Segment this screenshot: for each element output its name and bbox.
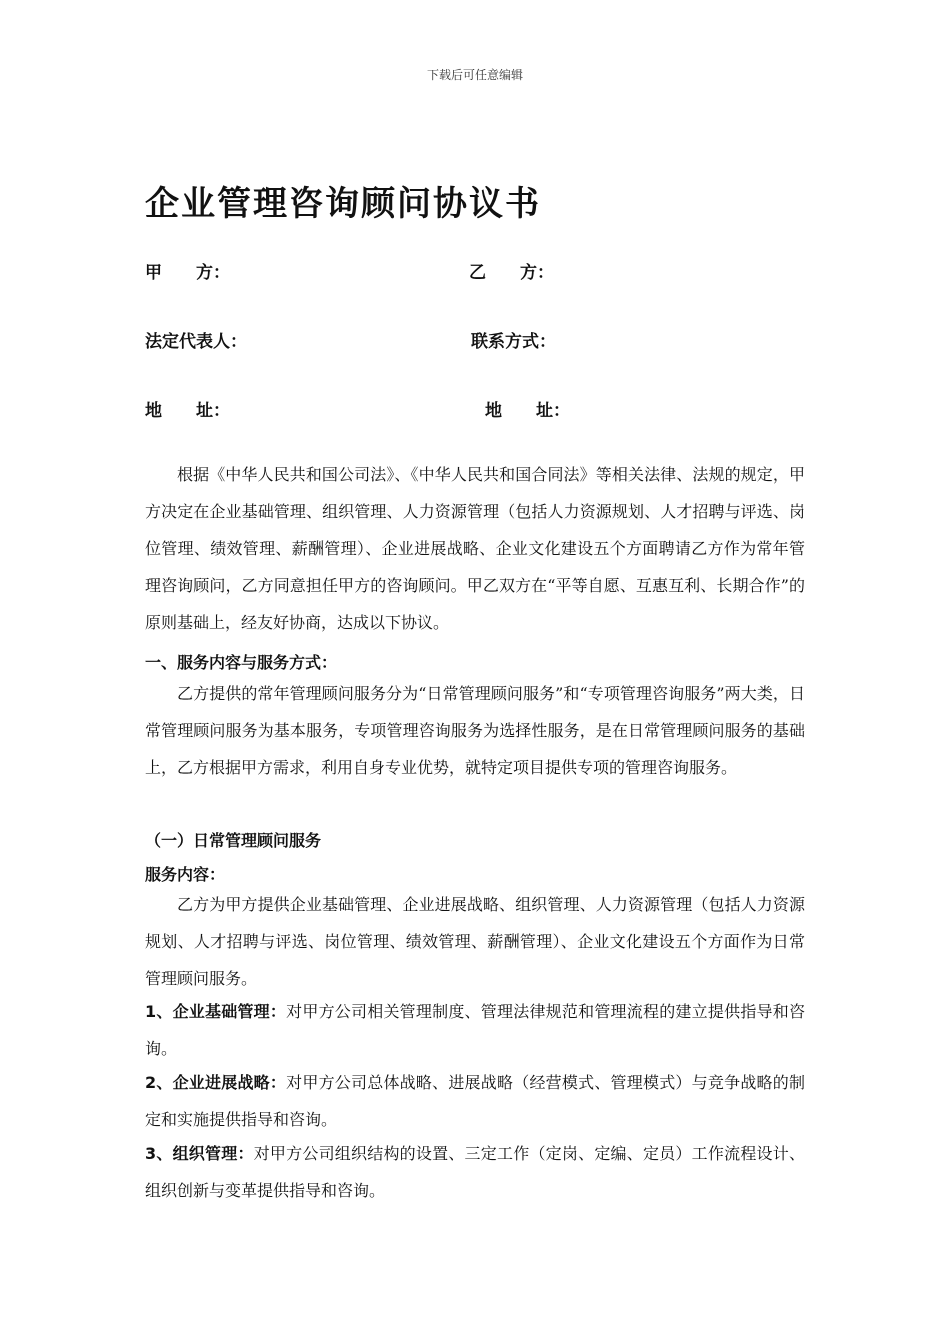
intro-paragraph: 根据《中华人民共和国公司法》、《中华人民共和国合同法》等相关法律、法规的规定，甲方决定在企业基础管理、组织管理、人力资源管理（包括人力资源规划、人才招聘与评选、岗位管理、绩效管理、薪酬管理）、企业进展战略、企业文化建设五个方面聘请乙方作为常年管理咨询顾问，乙方同意担任甲方的咨询顾问。甲乙双方在“平等自愿、互惠互利、长期合作”的原则基础上，经友好协商，达成以下协议。 bbox=[145, 465, 805, 632]
party-b-address-label: 地 址： bbox=[485, 401, 570, 421]
subsection-1-heading: （一）日常管理顾问服务 bbox=[145, 831, 322, 850]
list-item bbox=[145, 993, 805, 1067]
page-header-note: 下载后可任意编辑 bbox=[426, 68, 523, 82]
item-text: 对甲方公司组织结构的设置、三定工作（定岗、定编、定员）工作流程设计、组织创新与变革提供指导和咨询。 bbox=[145, 1144, 805, 1200]
list-item bbox=[145, 1064, 805, 1138]
item-heading: 1、企业基础管理： bbox=[145, 1002, 287, 1021]
section-1-heading: 一、服务内容与服务方式： bbox=[145, 653, 338, 672]
subsection-1-paragraph: 乙方为甲方提供企业基础管理、企业进展战略、组织管理、人力资源管理（包括人力资源规划、人才招聘与评选、岗位管理、绩效管理、薪酬管理）、企业文化建设五个方面作为日常管理顾问服务。 bbox=[145, 895, 805, 988]
party-a-label: 甲 方： bbox=[145, 263, 230, 283]
item-text: 对甲方公司相关管理制度、管理法律规范和管理流程的建立提供指导和咨询。 bbox=[145, 1002, 805, 1058]
party-a-address-label: 地 址： bbox=[145, 401, 230, 421]
party-b-label: 乙 方： bbox=[469, 263, 554, 283]
item-heading: 3、组织管理： bbox=[145, 1144, 254, 1163]
section-1-paragraph: 乙方提供的常年管理顾问服务分为“日常管理顾问服务”和“专项管理咨询服务”两大类，日常管理顾问服务为基本服务，专项管理咨询服务为选择性服务，是在日常管理顾问服务的基础上，乙方根据甲方需求，利用自身专业优势，就特定项目提供专项的管理咨询服务。 bbox=[145, 684, 805, 777]
contact-label: 联系方式： bbox=[471, 332, 556, 352]
service-content-label: 服务内容： bbox=[145, 865, 226, 884]
legal-representative-label: 法定代表人： bbox=[145, 332, 247, 352]
item-text: 对甲方公司总体战略、进展战略（经营模式、管理模式）与竞争战略的制定和实施提供指导和咨询。 bbox=[145, 1073, 805, 1129]
list-item bbox=[145, 1135, 805, 1209]
item-heading: 2、企业进展战略： bbox=[145, 1073, 287, 1092]
document-title: 企业管理咨询顾问协议书 bbox=[145, 184, 541, 224]
